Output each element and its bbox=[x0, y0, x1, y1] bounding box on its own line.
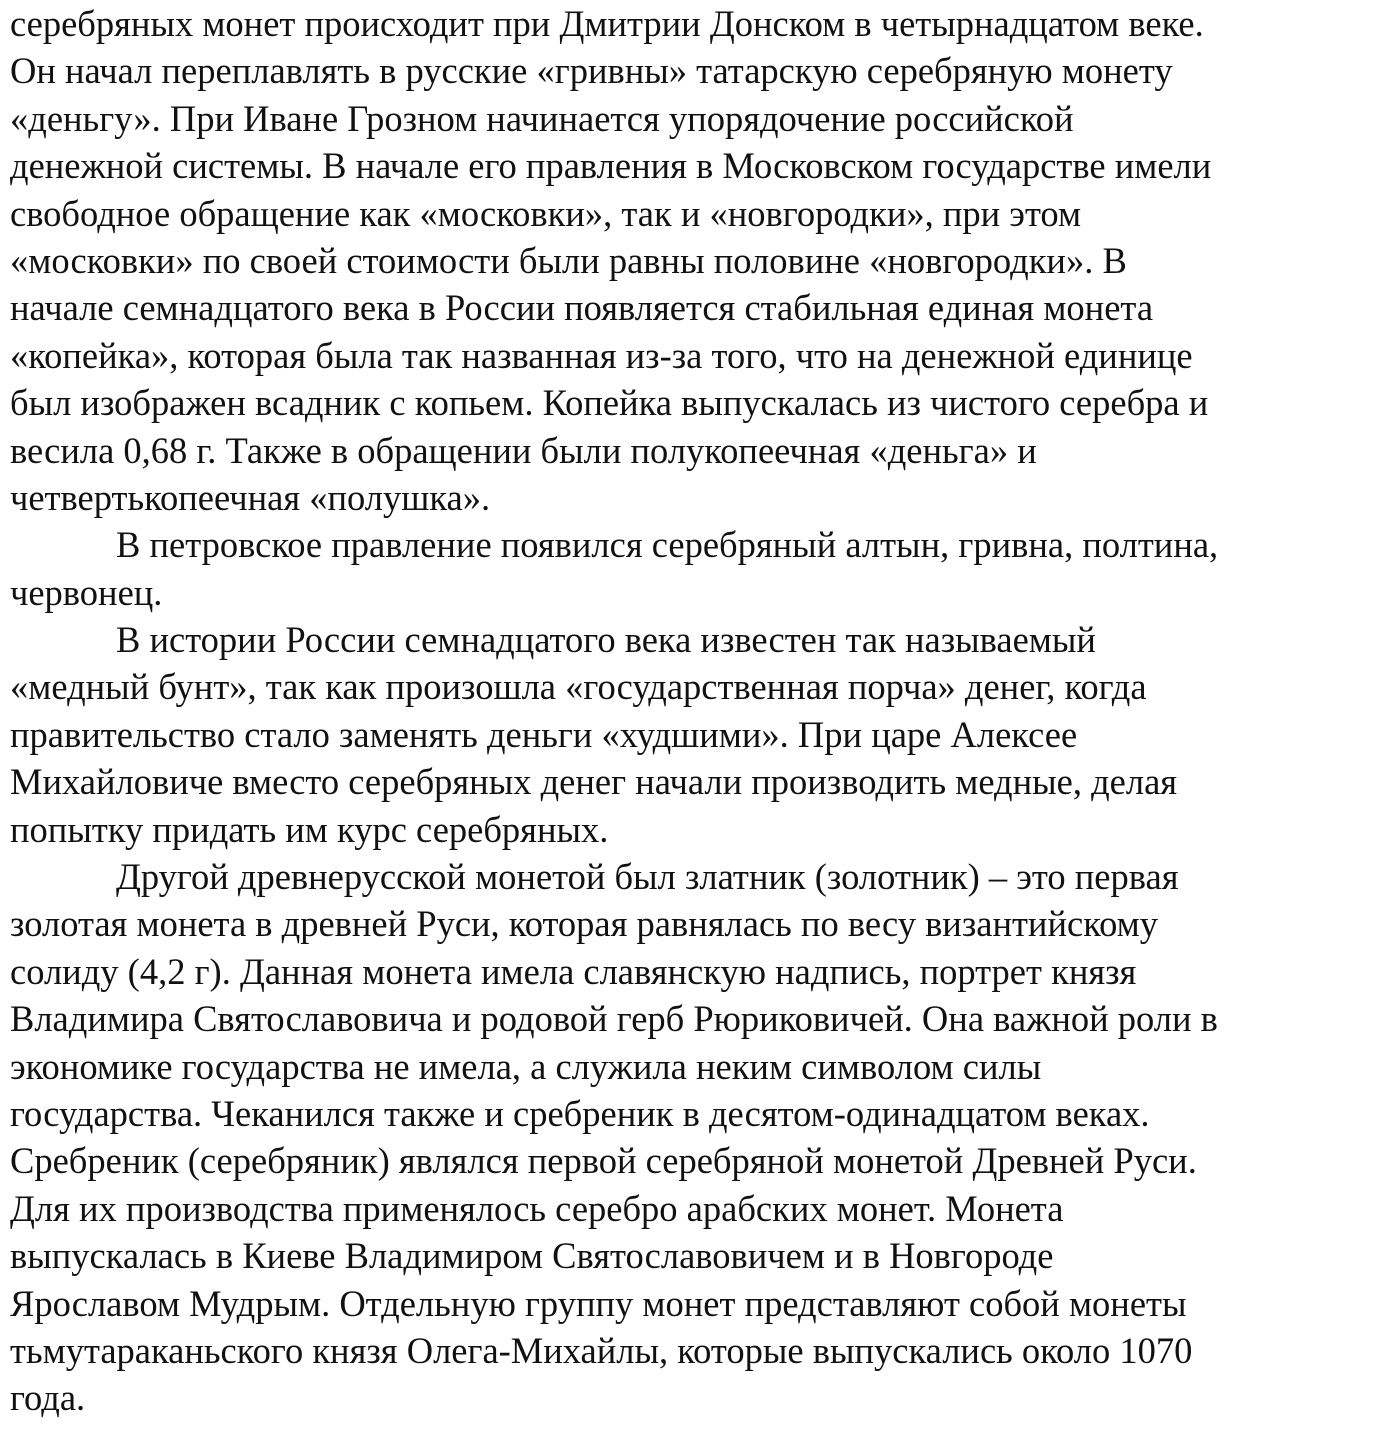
text-line: Сребреник (серебряник) являлся первой серебряной монетой Древней Руси. bbox=[10, 1140, 1197, 1182]
document-page bbox=[10, 0, 1370, 1422]
text-line: Михайловиче вместо серебряных денег начали производить медные, делая bbox=[10, 761, 1178, 803]
text-line: государства. Чеканился также и сребреник в десятом-одинадцатом веках. bbox=[10, 1092, 1150, 1134]
text-line: Он начал переплавлять в русские «гривны» татарскую серебряную монету bbox=[10, 50, 1173, 92]
paragraph-4 bbox=[10, 853, 1370, 1422]
text-line: был изображен всадник с копьем. Копейка выпускалась из чистого серебра и bbox=[10, 382, 1209, 424]
text-line: денежной системы. В начале его правления в Московском государстве имели bbox=[10, 145, 1212, 187]
text-line: экономике государства не имела, а служила неким символом силы bbox=[10, 1045, 1042, 1087]
text-line: В петровское правление появился серебряный алтын, гривна, полтина, bbox=[116, 524, 1219, 566]
text-line: начале семнадцатого века в России появляется стабильная единая монета bbox=[10, 287, 1154, 329]
paragraph-1 bbox=[10, 0, 1370, 521]
text-line: солиду (4,2 г). Данная монета имела славянскую надпись, портрет князя bbox=[10, 950, 1137, 992]
text-line: «медный бунт», так как произошла «государственная порча» денег, когда bbox=[10, 666, 1147, 708]
text-line: «копейка», которая была так названная из-за того, что на денежной единице bbox=[10, 334, 1193, 376]
text-line: Владимира Святославовича и родовой герб Рюриковичей. Она важной роли в bbox=[10, 998, 1218, 1040]
text-line: тьмутараканьского князя Олега-Михайлы, которые выпускались около 1070 bbox=[10, 1329, 1193, 1371]
text-line: свободное обращение как «московки», так и «новгородки», при этом bbox=[10, 192, 1082, 234]
text-line: В истории России семнадцатого века известен так называемый bbox=[116, 619, 1096, 661]
text-line: выпускалась в Киеве Владимиром Святославовичем и в Новгороде bbox=[10, 1235, 1054, 1277]
paragraph-2 bbox=[10, 521, 1370, 616]
text-line: года. bbox=[10, 1377, 86, 1419]
text-line: «московки» по своей стоимости были равны половине «новгородки». В bbox=[10, 239, 1127, 281]
text-line: «деньгу». При Иване Грозном начинается упорядочение российской bbox=[10, 97, 1074, 139]
text-line: Для их производства применялось серебро арабских монет. Монета bbox=[10, 1187, 1064, 1229]
text-line: правительство стало заменять деньги «худшими». При царе Алексее bbox=[10, 713, 1078, 755]
text-line: попытку придать им курс серебряных. bbox=[10, 808, 609, 850]
text-line: Другой древнерусской монетой был златник (золотник) – это первая bbox=[116, 856, 1179, 898]
text-line: золотая монета в древней Руси, которая равнялась по весу византийскому bbox=[10, 903, 1158, 945]
text-line: серебряных монет происходит при Дмитрии Донском в четырнадцатом веке. bbox=[10, 3, 1204, 44]
text-line: весила 0,68 г. Также в обращении были полукопеечная «деньга» и bbox=[10, 429, 1037, 471]
paragraph-3 bbox=[10, 616, 1370, 853]
text-line: четвертькопеечная «полушка». bbox=[10, 476, 491, 518]
text-line: червонец. bbox=[10, 571, 163, 613]
text-line: Ярославом Мудрым. Отдельную группу монет представляют собой монеты bbox=[10, 1282, 1187, 1324]
